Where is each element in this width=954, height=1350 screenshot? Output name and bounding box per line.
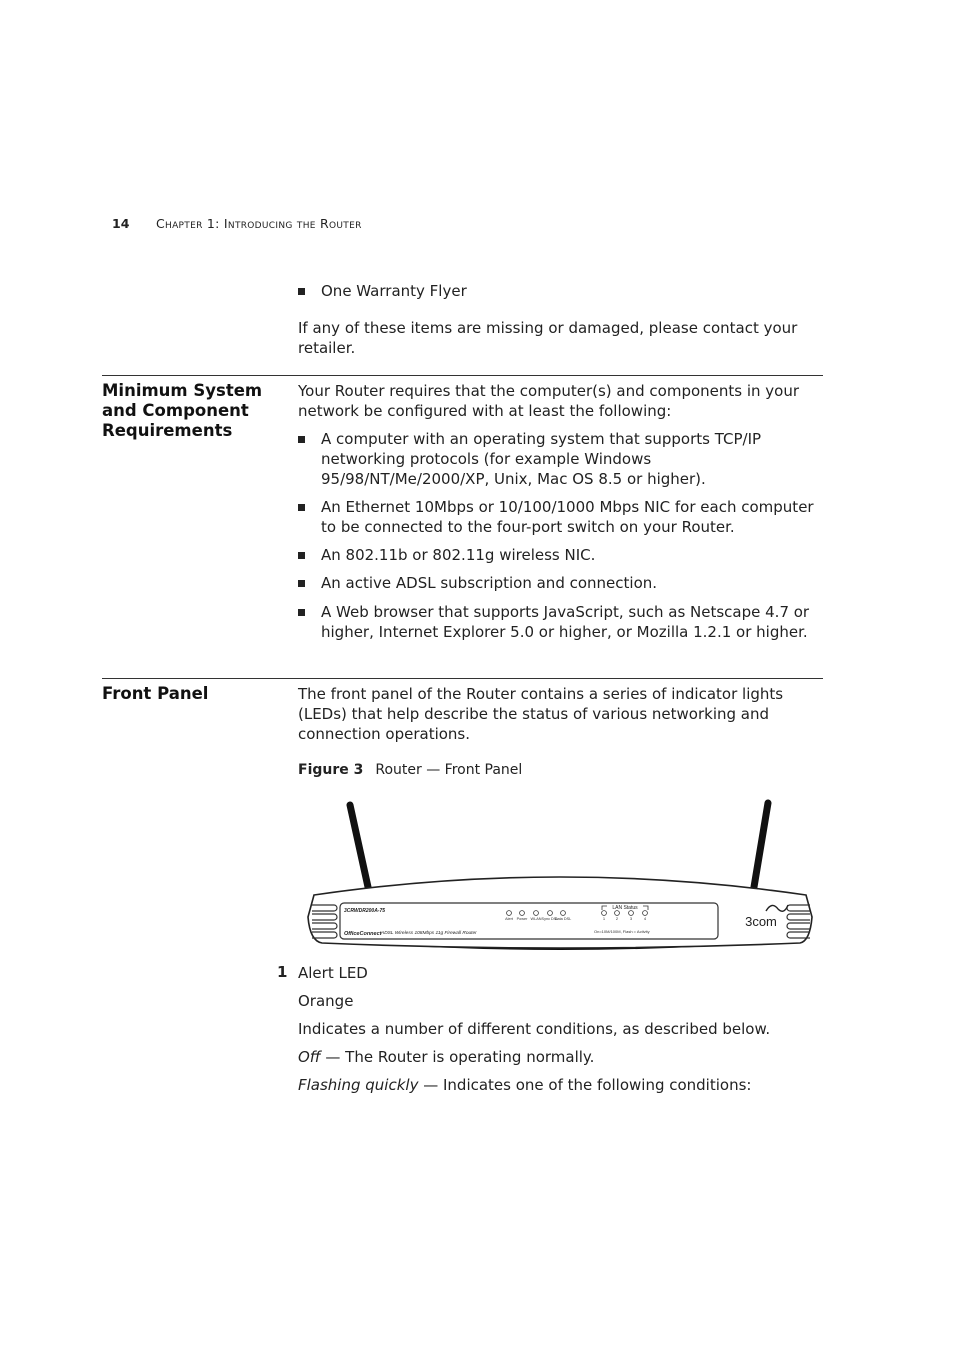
callout-description: Indicates a number of different conditions, as described below. bbox=[298, 1020, 771, 1038]
list-item-text: An active ADSL subscription and connection. bbox=[321, 574, 658, 592]
chapter-title: Chapter 1: Introducing the Router bbox=[156, 216, 362, 231]
lan-port-led bbox=[629, 911, 634, 916]
list-item bbox=[298, 602, 823, 642]
data-dsl-led bbox=[561, 911, 566, 916]
condition-off bbox=[298, 1047, 823, 1067]
bullet-marker bbox=[298, 552, 305, 559]
bullet-marker bbox=[298, 436, 305, 443]
lan-legend: On=10M/100M, Flash = Activity bbox=[594, 929, 650, 934]
sync-dsl-led bbox=[548, 911, 553, 916]
requirements-intro: Your Router requires that the computer(s) and components in your network be configured with at least the following: bbox=[298, 382, 800, 420]
figure-caption bbox=[298, 762, 522, 778]
router-front-panel-figure bbox=[300, 795, 820, 955]
figure-title: Router — Front Panel bbox=[375, 762, 523, 778]
missing-items-note: If any of these items are missing or damaged, please contact your retailer. bbox=[298, 319, 798, 357]
bullet-marker bbox=[298, 609, 305, 616]
list-item bbox=[298, 545, 823, 565]
model-number: 3CRWDR200A-75 bbox=[344, 908, 386, 914]
led-label: Data DSL bbox=[554, 917, 572, 921]
front-panel-intro: The front panel of the Router contains a series of indicator lights (LEDs) that help describe the status of various networking and connection operations. bbox=[298, 685, 784, 743]
wlan-led bbox=[534, 911, 539, 916]
bullet-marker bbox=[298, 580, 305, 587]
list-item bbox=[298, 429, 823, 489]
section-divider bbox=[102, 678, 823, 679]
power-led bbox=[520, 911, 525, 916]
brand-logo: 3com bbox=[745, 914, 777, 929]
led-label: Sync DSL bbox=[541, 917, 559, 921]
list-item-text: One Warranty Flyer bbox=[321, 282, 467, 300]
lan-port-led bbox=[643, 911, 648, 916]
condition-text: — Indicates one of the following conditions: bbox=[418, 1076, 752, 1094]
condition-text: — The Router is operating normally. bbox=[320, 1048, 595, 1066]
running-header bbox=[112, 216, 362, 231]
callout-number: 1 bbox=[277, 963, 288, 981]
lan-port-number: 3 bbox=[629, 916, 633, 921]
list-item bbox=[298, 573, 823, 593]
list-item-text: A computer with an operating system that supports TCP/IP networking protocols (for example Windows 95/98/NT/Me/2000/XP, Unix, Mac OS 8.5 or higher). bbox=[321, 430, 762, 488]
lan-status-label: LAN Status bbox=[612, 905, 638, 911]
section-divider bbox=[102, 375, 823, 376]
section-heading-requirements: Minimum System and Component Requirements bbox=[102, 381, 263, 440]
led-label: WLAN bbox=[530, 917, 542, 921]
section-heading-front-panel: Front Panel bbox=[102, 684, 209, 703]
figure-number: Figure 3 bbox=[298, 762, 364, 778]
product-line: ADSL Wireless 108Mbps 11g Firewall Router bbox=[381, 931, 477, 936]
condition-flashing bbox=[298, 1075, 823, 1095]
brand-name: OfficeConnect bbox=[344, 931, 382, 937]
list-item-text: An Ethernet 10Mbps or 10/100/1000 Mbps NIC for each computer to be connected to the four-port switch on your Router. bbox=[321, 498, 814, 536]
left-antenna bbox=[350, 805, 368, 887]
list-item-text: A Web browser that supports JavaScript, such as Netscape 4.7 or higher, Internet Explorer 5.0 or higher, or Mozilla 1.2.1 or higher. bbox=[321, 603, 810, 641]
list-item bbox=[298, 497, 823, 537]
lan-port-led bbox=[602, 911, 607, 916]
led-label: Alert bbox=[505, 917, 513, 921]
alert-led bbox=[507, 911, 512, 916]
callout-color: Orange bbox=[298, 992, 354, 1010]
lan-port-number: 2 bbox=[615, 916, 619, 921]
condition-term: Flashing quickly bbox=[298, 1076, 419, 1094]
callout-title: Alert LED bbox=[298, 964, 368, 982]
lan-port-number: 4 bbox=[643, 916, 647, 921]
led-label: Power bbox=[516, 917, 528, 921]
bullet-marker bbox=[298, 504, 305, 511]
lan-port-number: 1 bbox=[602, 916, 606, 921]
list-item-text: An 802.11b or 802.11g wireless NIC. bbox=[321, 546, 596, 564]
bullet-marker bbox=[298, 288, 305, 295]
condition-term: Off bbox=[298, 1048, 321, 1066]
list-item bbox=[298, 281, 823, 301]
right-antenna bbox=[754, 803, 768, 887]
lan-port-led bbox=[615, 911, 620, 916]
page-number: 14 bbox=[112, 216, 130, 231]
